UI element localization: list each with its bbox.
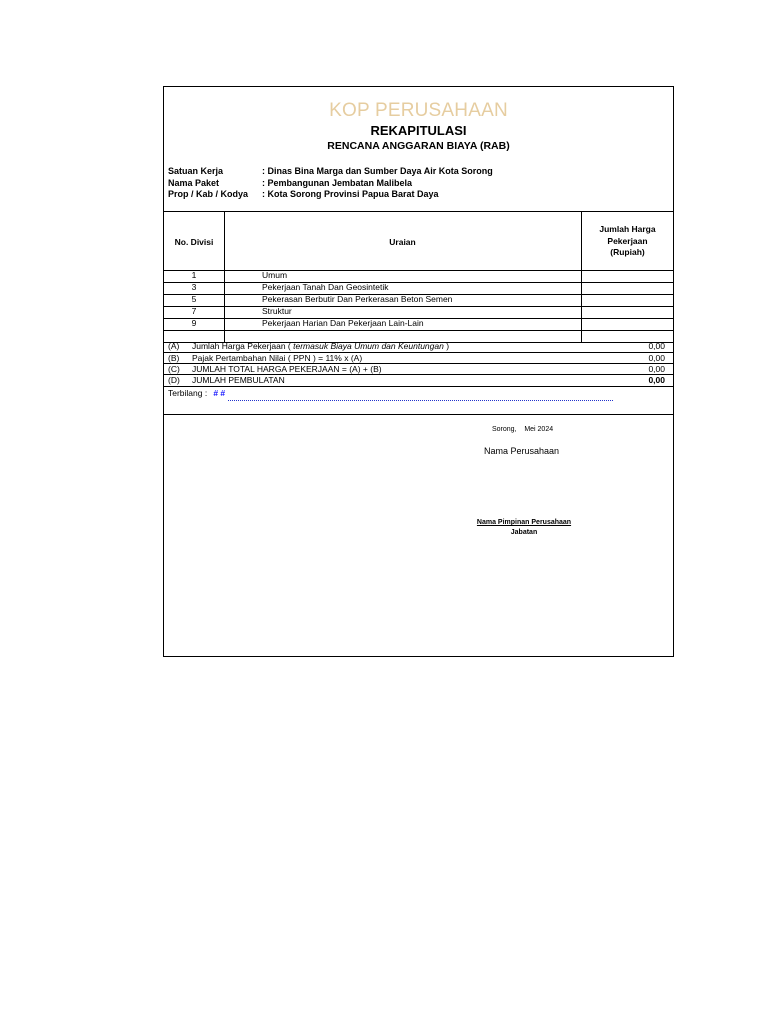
column-divider [224,212,225,342]
terbilang-label: Terbilang : [168,388,208,398]
row-uraian: Pekerjaan Tanah Dan Geosintetik [262,282,389,292]
signature-date: Mei 2024 [524,426,554,433]
header-jumlah-harga-line: Jumlah Harga [599,224,656,234]
info-block [168,166,493,201]
header-no-divisi: No. Divisi [174,237,214,247]
info-value: : Dinas Bina Marga dan Sumber Daya Air Kota Sorong [262,166,493,176]
summary-text [192,341,449,352]
info-value: : Kota Sorong Provinsi Papua Barat Daya [262,189,439,199]
row-uraian: Pekerjaan Harian Dan Pekerjaan Lain-Lain [262,318,424,328]
row-no: 3 [191,282,197,292]
info-row-lokasi [168,189,493,201]
row-uraian: Pekerasan Berbutir Dan Perkerasan Beton Semen [262,294,453,304]
summary-value: 0,00 [648,375,665,385]
row-divider [164,270,673,271]
division-table [164,211,673,343]
summary-text-italic: termasuk Biaya Umum dan Keuntungan [293,341,444,351]
terbilang-value: # # [213,388,226,398]
signature-name: Nama Pimpinan Perusahaan [476,519,572,526]
summary-value: 0,00 [648,364,665,374]
terbilang-line [168,388,225,398]
info-label: Satuan Kerja [168,166,224,176]
summary-text-main: Jumlah Harga Pekerjaan ( [192,341,291,351]
document-title: REKAPITULASI [370,123,467,138]
signature-place-date [492,426,553,433]
row-no: 1 [191,270,197,280]
summary-code: (B) [168,353,180,363]
row-no: 9 [191,318,197,328]
row-divider [164,282,673,283]
info-label: Prop / Kab / Kodya [168,189,249,199]
summary-text-close: ) [446,341,450,351]
signature-company: Nama Perusahaan [484,446,560,456]
summary-code: (A) [168,341,180,351]
header-jumlah-harga [581,224,674,259]
header-jumlah-harga-line: (Rupiah) [610,247,645,257]
signature-title: Jabatan [510,529,538,536]
summary-text: Pajak Pertambahan Nilai ( PPN ) = 11% x (A) [192,353,363,363]
summary-value: 0,00 [648,341,665,351]
summary-text: JUMLAH PEMBULATAN [192,375,285,385]
summary-row-d [164,374,673,387]
row-divider [164,306,673,307]
info-row-satuan-kerja [168,166,493,178]
header-jumlah-harga-line: Pekerjaan [607,235,648,246]
row-divider [164,330,673,331]
row-uraian: Umum [262,270,288,280]
terbilang-dotted-line [228,400,613,401]
row-uraian: Struktur [262,306,292,316]
header-uraian: Uraian [389,237,416,247]
section-divider [164,414,673,415]
document-subtitle: RENCANA ANGGARAN BIAYA (RAB) [327,140,510,152]
info-value: : Pembangunan Jembatan Malibela [262,177,413,188]
summary-value: 0,00 [648,353,665,363]
info-label: Nama Paket [168,177,220,188]
summary-row-a [168,341,665,352]
kop-heading: KOP PERUSAHAAN [329,100,508,121]
row-no: 5 [191,294,197,304]
rab-sheet [163,86,674,657]
signature-city: Sorong, [492,426,517,433]
row-no: 7 [191,306,197,316]
info-row-nama-paket [168,178,493,190]
summary-code: (C) [168,364,180,374]
summary-code: (D) [168,375,180,385]
summary-text: JUMLAH TOTAL HARGA PEKERJAAN = (A) + (B) [192,364,382,374]
